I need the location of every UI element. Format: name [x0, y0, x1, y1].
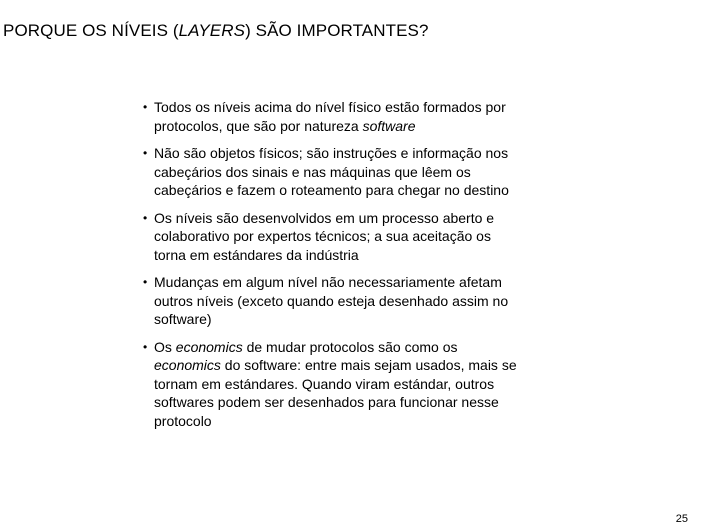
- bullet-text-line: [154, 163, 583, 182]
- text-segment: Mudanças em algum nível não necessariamente afetam: [154, 274, 502, 290]
- page-title: [3, 20, 429, 42]
- bullet-list: [143, 98, 583, 439]
- bullet-text-line: [154, 393, 583, 412]
- text-segment: do software: entre mais sejam usados, mais se: [220, 357, 517, 373]
- title-text-end: ) SÃO IMPORTANTES?: [245, 21, 429, 40]
- bullet-text-line: [154, 227, 583, 246]
- bullet-dot-icon: •: [143, 100, 148, 114]
- text-segment: cabeçários e fazem o roteamento para chegar no destino: [154, 182, 509, 198]
- bullet-text-line: [154, 375, 583, 394]
- bullet-text-line: [154, 292, 583, 311]
- bullet-dot-icon: •: [143, 339, 148, 354]
- text-segment: cabeçários dos sinais e nas máquinas que lêem os: [154, 163, 471, 180]
- bullet-item: [143, 209, 583, 265]
- bullet-text-line: [154, 356, 583, 375]
- title-text-start: PORQUE OS NÍVEIS (: [3, 21, 179, 40]
- text-segment: Os níveis são desenvolvidos em um processo aberto e: [154, 209, 495, 226]
- text-segment: torna em estándares da indústria: [154, 246, 359, 263]
- italic-term: economics: [175, 338, 243, 355]
- page-number: 25: [675, 513, 688, 525]
- text-segment: software): [154, 311, 212, 327]
- text-segment: Os: [154, 338, 176, 355]
- text-segment: Não são objetos físicos; são instruções e informação nos: [154, 145, 509, 161]
- bullet-dot-icon: •: [143, 146, 148, 160]
- bullet-text-line: [154, 144, 583, 163]
- text-segment: outros níveis (exceto quando esteja desenhado assim no: [154, 292, 509, 309]
- bullet-item: [143, 338, 583, 431]
- bullet-text-line: [154, 412, 583, 431]
- text-segment: de mudar protocolos são como os: [242, 338, 458, 355]
- bullet-text-line: [154, 98, 583, 117]
- text-segment: softwares podem ser desenhados para funcionar nesse: [154, 394, 499, 410]
- bullet-text-line: [154, 117, 583, 136]
- text-segment: tornam em estándares. Quando viram estándar, outros: [154, 375, 495, 392]
- bullet-dot-icon: •: [143, 275, 148, 289]
- bullet-text-line: [154, 246, 583, 265]
- italic-term: economics: [154, 357, 221, 373]
- bullet-text-line: [154, 273, 583, 292]
- bullet-item: [143, 273, 583, 329]
- text-segment: Todos os níveis acima do nível físico estão formados por: [154, 99, 506, 115]
- bullet-item: [143, 98, 583, 135]
- bullet-text-line: [154, 338, 583, 357]
- bullet-dot-icon: •: [143, 210, 148, 225]
- title-italic-term: LAYERS: [178, 21, 246, 40]
- bullet-item: [143, 144, 583, 200]
- text-segment: protocolo: [154, 412, 212, 429]
- italic-term: software: [362, 117, 416, 134]
- text-segment: colaborativo por expertos técnicos; a sua aceitação os: [154, 228, 491, 244]
- text-segment: protocolos, que são por natureza: [154, 117, 363, 134]
- bullet-text-line: [154, 181, 583, 200]
- bullet-text-line: [154, 310, 583, 329]
- bullet-text-line: [154, 209, 583, 228]
